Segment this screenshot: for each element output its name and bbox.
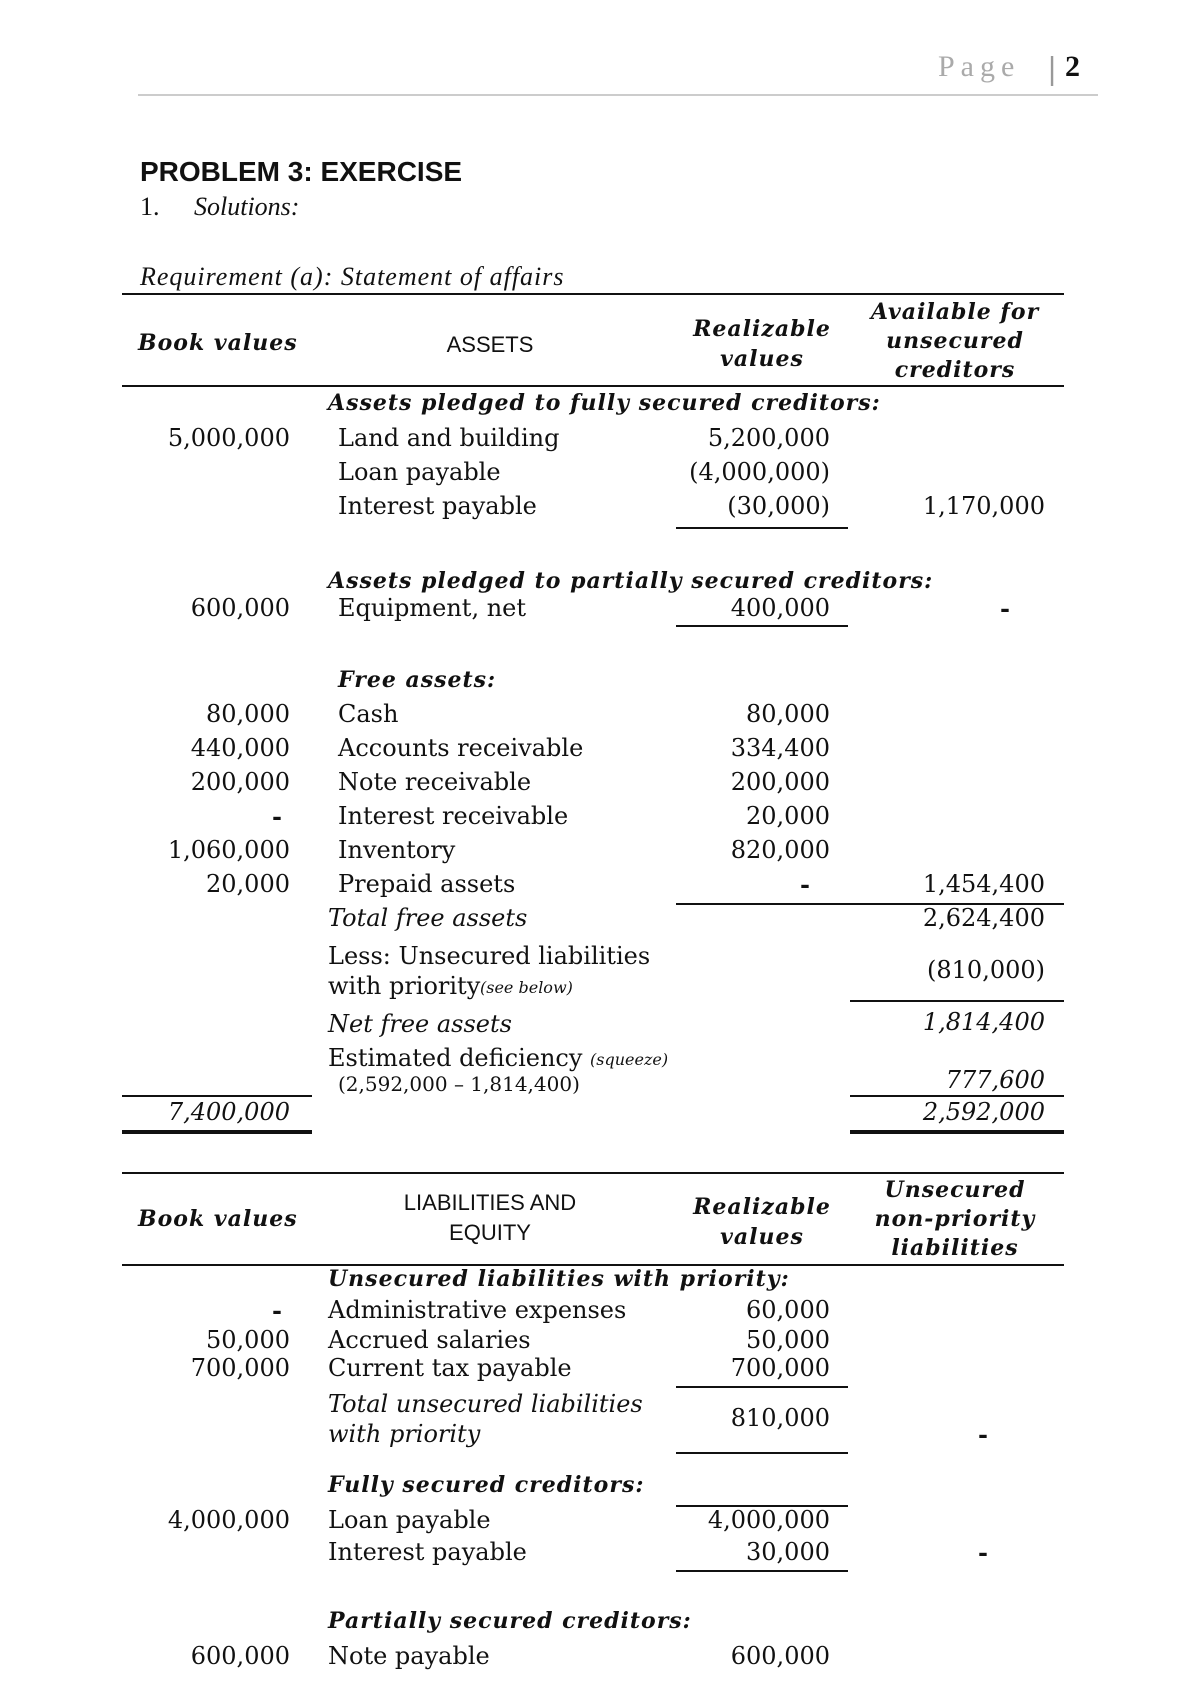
rule <box>850 1000 1064 1002</box>
cell-book: - <box>272 802 282 831</box>
cell-desc: Land and building <box>338 424 560 452</box>
available-total: 2,592,000 <box>922 1098 1045 1126</box>
less-note: (see below) <box>480 978 573 997</box>
net-free-value: 1,814,400 <box>922 1008 1045 1036</box>
cell-realizable: 60,000 <box>746 1296 830 1324</box>
col-header-realizable: Realizable values <box>693 1194 831 1250</box>
cell-book: 700,000 <box>190 1354 290 1382</box>
col-header-desc: ASSETS <box>446 332 534 357</box>
cell-book: 440,000 <box>190 734 290 762</box>
cell-realizable: 20,000 <box>746 802 830 830</box>
rule <box>122 385 1064 387</box>
total-free-label: Total free assets <box>328 904 528 932</box>
section-priority: Unsecured liabilities with priority: <box>328 1266 790 1292</box>
rule <box>122 1172 1064 1174</box>
rule <box>850 1095 1064 1097</box>
cell-desc: Loan payable <box>328 1506 491 1534</box>
col-header-unsecured: Unsecured non-priority liabilities <box>874 1177 1036 1261</box>
deficiency-label: Estimated deficiency <box>328 1044 583 1072</box>
problem-title: PROBLEM 3: EXERCISE <box>140 156 463 187</box>
cell-book: 1,060,000 <box>167 836 290 864</box>
rule <box>676 527 848 529</box>
cell-realizable: 80,000 <box>746 700 830 728</box>
cell-realizable: 4,000,000 <box>707 1506 830 1534</box>
section-fully-secured-creditors: Fully secured creditors: <box>328 1472 645 1498</box>
book-total: 7,400,000 <box>167 1098 290 1126</box>
cell-book: 50,000 <box>206 1326 290 1354</box>
col-header-book: Book values <box>138 330 298 356</box>
deficiency-calc: (2,592,000 – 1,814,400) <box>338 1072 580 1096</box>
cell-available: 1,454,400 <box>922 870 1045 898</box>
cell-realizable: - <box>800 870 810 899</box>
cell-desc: Current tax payable <box>328 1354 572 1382</box>
cell-desc: Interest payable <box>338 492 537 520</box>
cell-desc: Accounts receivable <box>338 734 584 762</box>
cell-realizable: 5,200,000 <box>707 424 830 452</box>
cell-desc: Prepaid assets <box>338 870 516 898</box>
less-value: (810,000) <box>927 956 1045 984</box>
cell-realizable: 700,000 <box>730 1354 830 1382</box>
total-free-value: 2,624,400 <box>922 904 1045 932</box>
cell-realizable: (30,000) <box>727 492 830 520</box>
item-label: Solutions: <box>194 192 300 221</box>
page-label: Page <box>938 50 1021 83</box>
cell-desc: Equipment, net <box>338 594 527 622</box>
cell-book: 4,000,000 <box>167 1506 290 1534</box>
cell-available: - <box>1000 594 1010 623</box>
cell-desc: Administrative expenses <box>328 1296 627 1324</box>
cell-desc: Note receivable <box>338 768 532 796</box>
rule <box>676 625 848 627</box>
cell-book: 5,000,000 <box>167 424 290 452</box>
less-label: Less: Unsecured liabilities <box>328 942 651 970</box>
cell-realizable: 400,000 <box>730 594 830 622</box>
deficiency-value: 777,600 <box>945 1066 1045 1094</box>
cell-realizable: 820,000 <box>730 836 830 864</box>
cell-book: 200,000 <box>190 768 290 796</box>
cell-desc: Interest payable <box>328 1538 527 1566</box>
cell-desc: Loan payable <box>338 458 501 486</box>
cell-book: - <box>272 1296 282 1325</box>
col-header-book: Book values <box>138 1206 298 1232</box>
cell-book: 600,000 <box>190 594 290 622</box>
cell-book: 600,000 <box>190 1642 290 1670</box>
section-partially-secured-creditors: Partially secured creditors: <box>328 1608 692 1634</box>
rule <box>676 1452 848 1454</box>
rule <box>676 1386 848 1388</box>
cell-desc: Interest receivable <box>338 802 569 830</box>
less-label-2: with priority <box>328 972 481 1000</box>
requirement-title: Requirement (a): Statement of affairs <box>140 262 565 291</box>
double-rule <box>122 1130 312 1134</box>
total-priority-unsecured: - <box>978 1420 988 1449</box>
cell-realizable: (4,000,000) <box>689 458 830 486</box>
col-header-desc: LIABILITIES AND <box>403 1190 577 1215</box>
page-separator: | <box>1047 52 1058 87</box>
page-number: 2 <box>1065 50 1080 83</box>
cell-desc: Cash <box>338 700 399 728</box>
section-free-assets: Free assets: <box>338 667 497 693</box>
header-rule <box>138 94 1098 96</box>
deficiency-note: (squeeze) <box>590 1050 669 1069</box>
total-priority-label: Total unsecured liabilities <box>328 1390 643 1418</box>
col-header-available: Available for unsecured creditors <box>870 299 1040 383</box>
rule <box>122 1095 312 1097</box>
cell-book: 80,000 <box>206 700 290 728</box>
rule <box>676 1570 848 1572</box>
net-free-label: Net free assets <box>328 1010 512 1038</box>
double-rule <box>850 1130 1064 1134</box>
cell-desc: Accrued salaries <box>328 1326 531 1354</box>
cell-book: 20,000 <box>206 870 290 898</box>
col-header-realizable: Realizable values <box>693 316 831 372</box>
cell-realizable: 334,400 <box>730 734 830 762</box>
cell-desc: Note payable <box>328 1642 490 1670</box>
cell-realizable: 200,000 <box>730 768 830 796</box>
cell-realizable: 600,000 <box>730 1642 830 1670</box>
cell-realizable: 30,000 <box>746 1538 830 1566</box>
cell-desc: Inventory <box>338 836 456 864</box>
col-header-desc-2: EQUITY <box>449 1220 531 1245</box>
total-priority-label-2: with priority <box>328 1420 481 1448</box>
section-partially-secured: Assets pledged to partially secured creditors: <box>328 568 934 594</box>
cell-available: 1,170,000 <box>922 492 1045 520</box>
section-fully-secured: Assets pledged to fully secured creditors: <box>328 390 881 416</box>
item-number: 1. <box>140 192 160 221</box>
rule <box>122 293 1064 295</box>
cell-unsecured: - <box>978 1538 988 1567</box>
cell-realizable: 50,000 <box>746 1326 830 1354</box>
total-priority-value: 810,000 <box>730 1404 830 1432</box>
